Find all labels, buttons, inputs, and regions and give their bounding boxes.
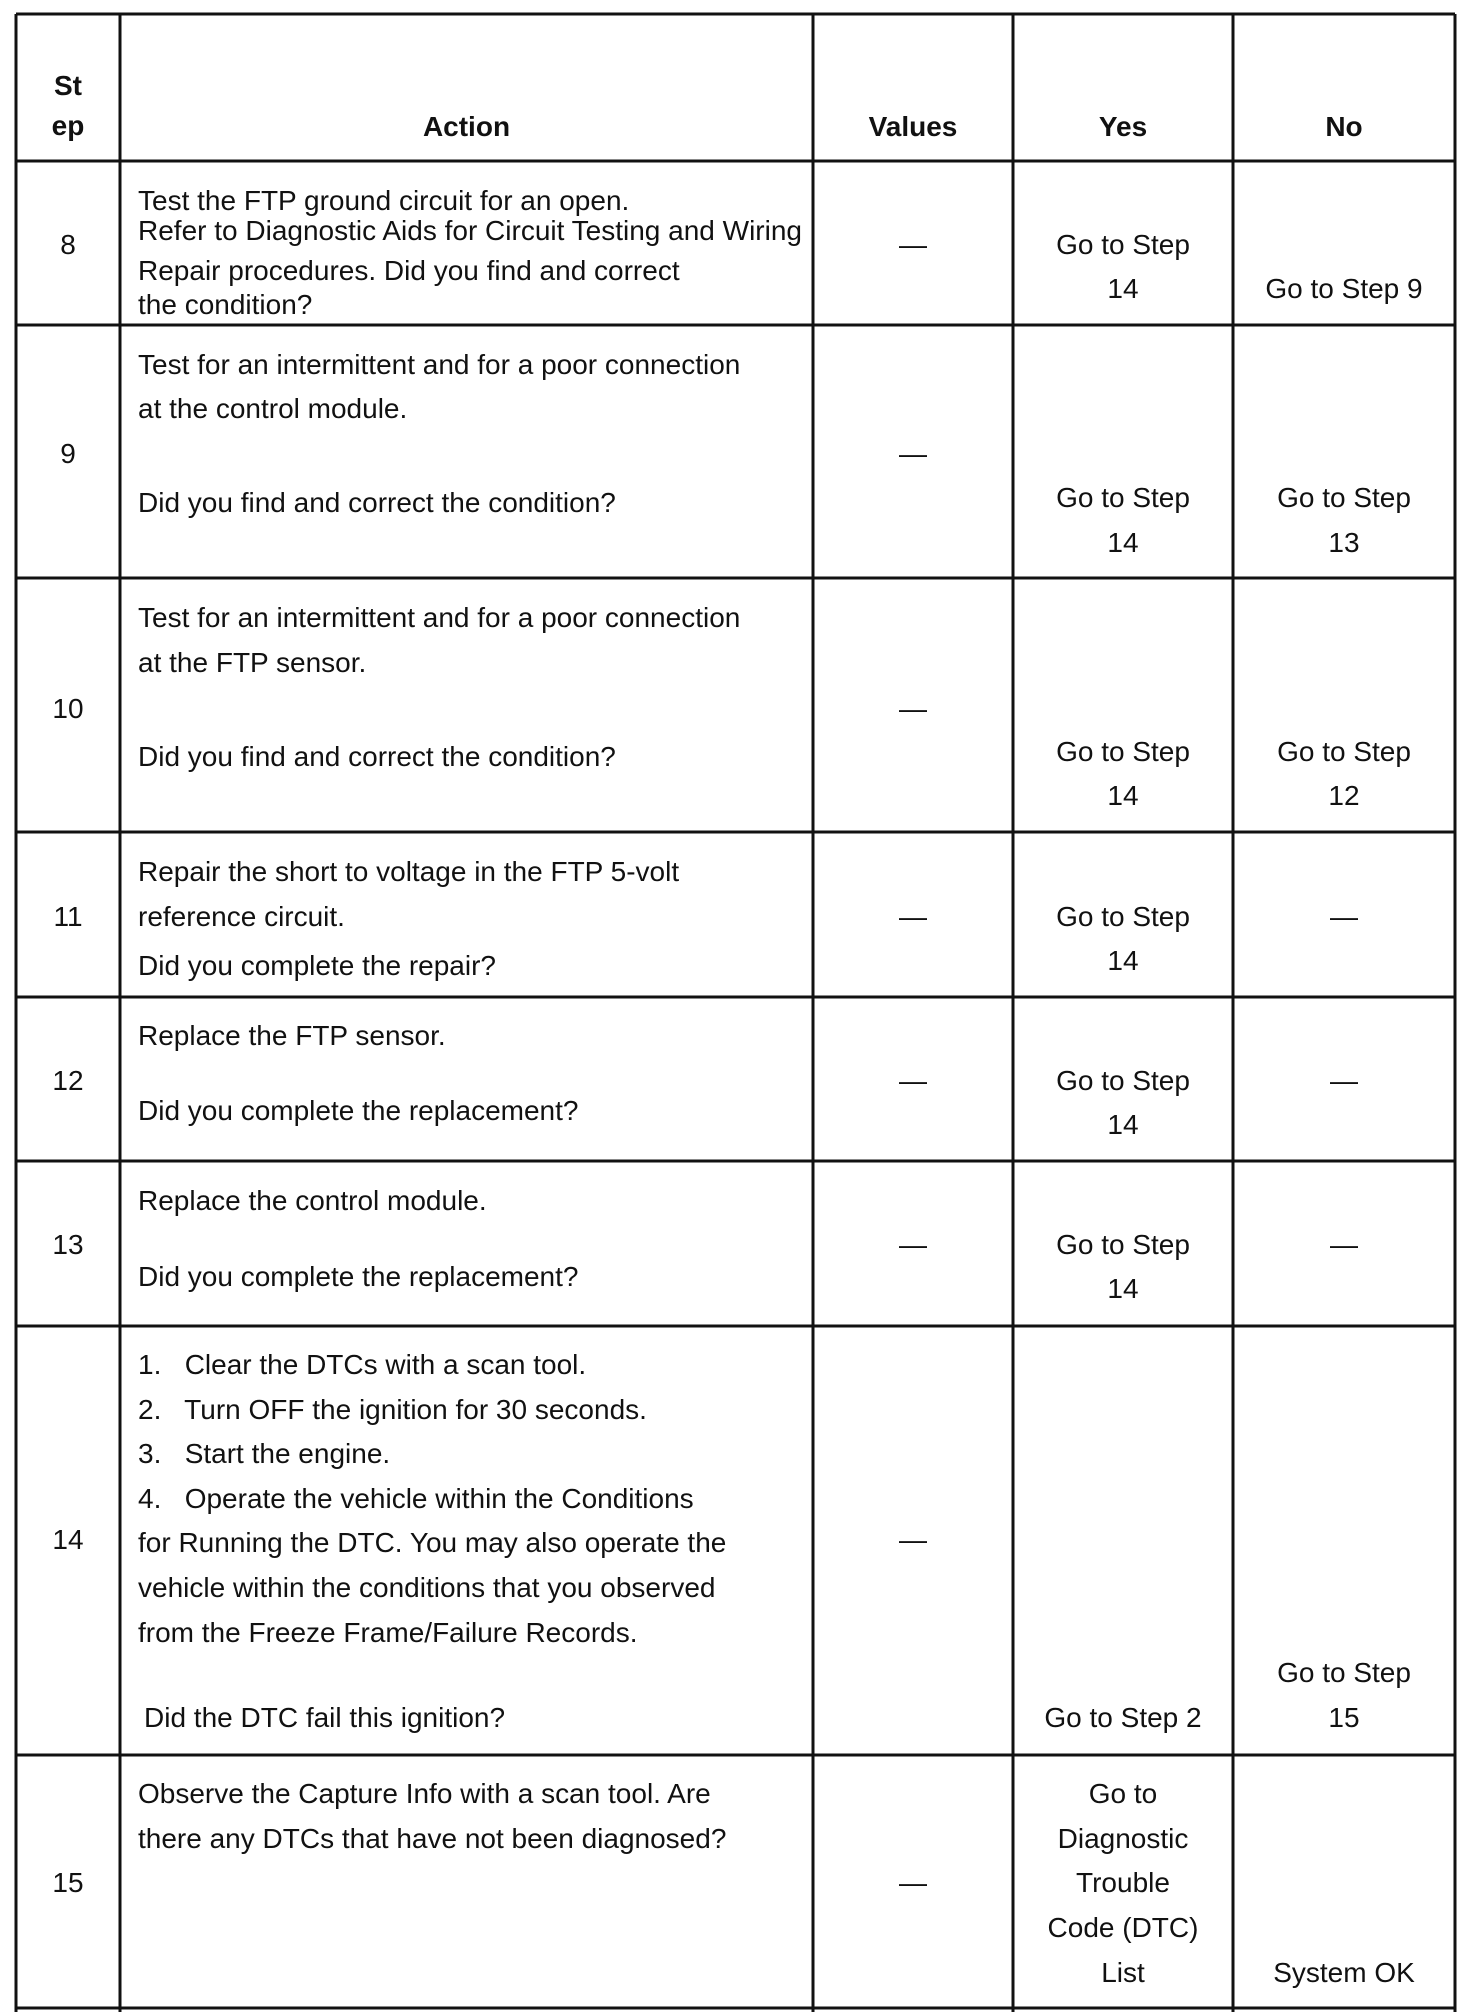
action-line: from the Freeze Frame/Failure Records.: [138, 1617, 638, 1648]
action-line: Did you complete the replacement?: [138, 1095, 579, 1126]
header-action: Action: [422, 111, 511, 142]
step-number: 12: [52, 1065, 84, 1096]
yes-link[interactable]: List: [1101, 1957, 1145, 1988]
action-line: 2. Turn OFF the ignition for 30 seconds.: [138, 1394, 647, 1425]
action-line: Repair procedures. Did you find and correct: [138, 255, 680, 286]
yes-link[interactable]: Diagnostic: [1057, 1823, 1189, 1854]
step-number: 10: [52, 693, 84, 724]
action-line: at the control module.: [138, 393, 408, 424]
action-line: vehicle within the conditions that you observed: [138, 1572, 716, 1603]
value-dash: —: [899, 438, 927, 469]
yes-link[interactable]: 14: [1107, 945, 1139, 976]
yes-link[interactable]: Code (DTC): [1047, 1912, 1199, 1943]
yes-link[interactable]: Go to Step: [1056, 901, 1190, 932]
step-number: 13: [52, 1229, 84, 1260]
action-line: 3. Start the engine.: [138, 1438, 391, 1469]
no-link[interactable]: 15: [1328, 1702, 1360, 1733]
action-line: the condition?: [138, 289, 313, 320]
step-number: 14: [52, 1524, 84, 1555]
action-line: at the FTP sensor.: [138, 647, 367, 678]
yes-link[interactable]: Go to Step: [1056, 229, 1190, 260]
yes-link[interactable]: 14: [1107, 780, 1139, 811]
action-line: Did you complete the repair?: [138, 950, 496, 981]
no-link[interactable]: Go to Step: [1277, 482, 1411, 513]
value-dash: —: [899, 1229, 927, 1260]
action-line: Replace the control module.: [138, 1185, 487, 1216]
action-line: Test for an intermittent and for a poor connection: [138, 602, 741, 633]
yes-link[interactable]: 14: [1107, 1109, 1139, 1140]
yes-link[interactable]: 14: [1107, 1273, 1139, 1304]
action-line: 4. Operate the vehicle within the Conditions: [138, 1483, 694, 1514]
header-step: [16, 66, 120, 146]
step-number: 15: [52, 1867, 84, 1898]
action-line: Test the FTP ground circuit for an open.: [138, 185, 630, 216]
action-line: Did the DTC fail this ignition?: [144, 1702, 506, 1733]
no-link[interactable]: Go to Step: [1277, 736, 1411, 767]
action-line: Refer to Diagnostic Aids for Circuit Testing and Wiring: [138, 215, 802, 246]
no-dash: —: [1330, 1065, 1358, 1096]
action-line: Replace the FTP sensor.: [138, 1020, 446, 1051]
action-line: there any DTCs that have not been diagnosed?: [138, 1823, 727, 1854]
yes-link[interactable]: Go to Step: [1056, 736, 1190, 767]
no-link[interactable]: Go to Step: [1277, 1657, 1411, 1688]
header-no: No: [1325, 111, 1363, 142]
header-yes: Yes: [1098, 111, 1148, 142]
yes-link[interactable]: Go to Step: [1056, 1065, 1190, 1096]
action-line: 1. Clear the DTCs with a scan tool.: [138, 1349, 587, 1380]
header-step-line2: ep: [51, 110, 85, 141]
action-line: Observe the Capture Info with a scan tool. Are: [138, 1778, 711, 1809]
yes-link[interactable]: 14: [1107, 527, 1139, 558]
no-dash: —: [1330, 1229, 1358, 1260]
action-line: Test for an intermittent and for a poor connection: [138, 349, 741, 380]
value-dash: —: [899, 229, 927, 260]
no-dash: —: [1330, 901, 1358, 932]
value-dash: —: [899, 901, 927, 932]
header-values: Values: [868, 111, 958, 142]
value-dash: —: [899, 1524, 927, 1555]
yes-link[interactable]: Go to Step: [1056, 482, 1190, 513]
action-line: reference circuit.: [138, 901, 345, 932]
action-line: Did you complete the replacement?: [138, 1261, 579, 1292]
header-step-line1: St: [54, 70, 82, 101]
action-line: Did you find and correct the condition?: [138, 741, 616, 772]
value-dash: —: [899, 1065, 927, 1096]
step-number: 11: [53, 901, 83, 932]
no-link[interactable]: 13: [1328, 527, 1360, 558]
yes-link[interactable]: Trouble: [1076, 1867, 1170, 1898]
value-dash: —: [899, 693, 927, 724]
yes-link[interactable]: Go to Step: [1056, 1229, 1190, 1260]
action-line: Repair the short to voltage in the FTP 5-volt: [138, 856, 680, 887]
step-number: 9: [60, 438, 76, 469]
no-link: System OK: [1273, 1957, 1415, 1988]
yes-link[interactable]: Go to Step 2: [1044, 1702, 1202, 1733]
yes-link[interactable]: Go to: [1088, 1778, 1158, 1809]
value-dash: —: [899, 1867, 927, 1898]
yes-link[interactable]: 14: [1107, 273, 1139, 304]
no-link[interactable]: Go to Step 9: [1265, 273, 1423, 304]
action-line: for Running the DTC. You may also operate the: [138, 1527, 727, 1558]
no-link[interactable]: 12: [1328, 780, 1360, 811]
step-number: 8: [60, 229, 76, 260]
action-line: Did you find and correct the condition?: [138, 487, 616, 518]
